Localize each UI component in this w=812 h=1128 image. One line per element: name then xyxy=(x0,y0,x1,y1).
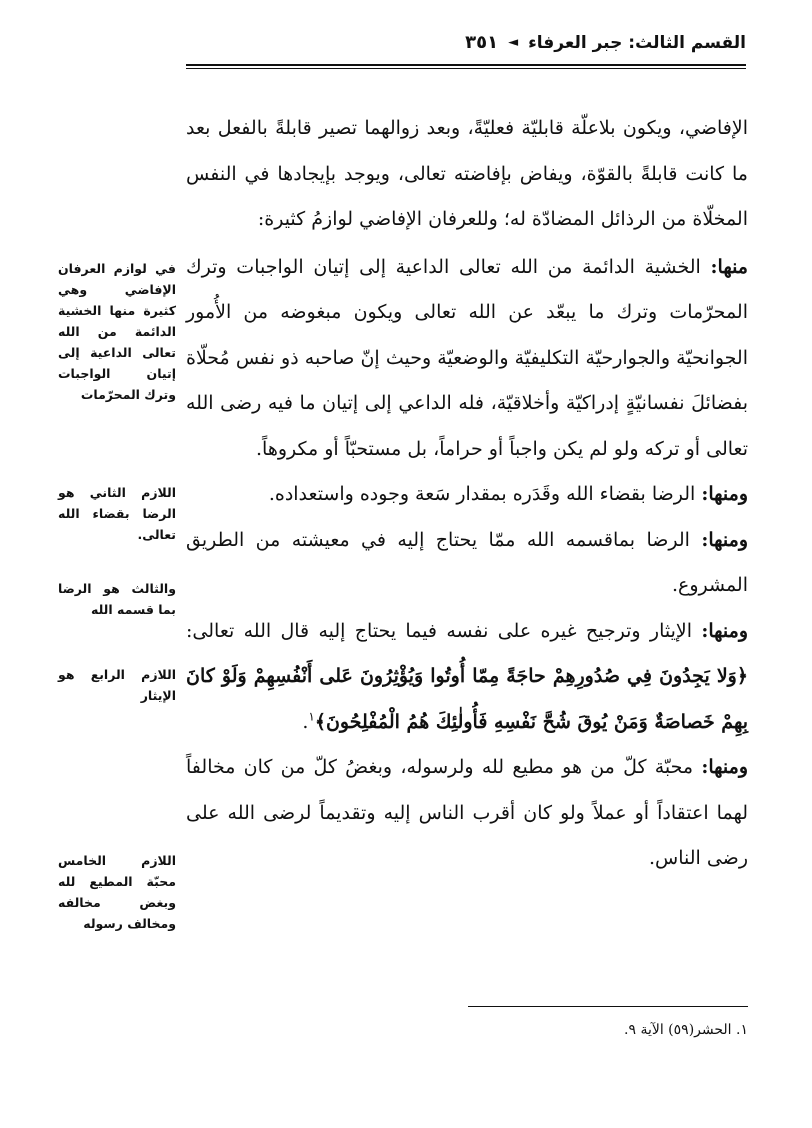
header-rule xyxy=(186,64,746,66)
margin-note-rida: اللازم الثاني هو الرضا بقضاء الله تعالى. xyxy=(58,485,176,542)
item-text: الخشية الدائمة من الله تعالى الداعية إلى إتيان الواجبات وترك المحرّمات وترك ما يبعّد عن الله تعالى ويكون مبغوضه من الأُمور الجوانحيّة والجوارحيّة التكليفيّة والوضعيّة وحيث إنّ صاحبه ذو نفس مُحلّاة بفضائلَ نفسانيّةٍ إدراكيّة وأخلاقيّة، فله الداعي إلى إتيان ما فيه رضى الله تعالى أو تركه ولو لم يكن واجباً أو حراماً، بل مستحبّاً أو مكروهاً. xyxy=(186,255,748,460)
item-lead: ومنها: xyxy=(701,483,748,505)
header-rule-thin xyxy=(186,68,746,69)
footnote-ref[interactable]: ١ xyxy=(308,709,315,724)
quran-verse: ﴿وَلا يَجِدُونَ فِي صُدُورِهِمْ حاجَةً مِمّا أُوتُوا وَيُؤْثِرُونَ عَلى أَنْفُسِهِمْ وَلَوْ كانَ بِهِمْ خَصاصَةٌ وَمَنْ يُوقَ شُحَّ نَفْسِهِ فَأُولٰئِكَ هُمُ الْمُفْلِحُونَ﴾ xyxy=(186,665,748,733)
item-end: . xyxy=(302,710,309,733)
margin-note-rida-qisma: والثالث هو الرضا بما قسمه الله xyxy=(58,581,176,617)
item-mahabba xyxy=(186,745,748,882)
arrow-icon: ◄ xyxy=(508,35,519,50)
item-text: محبّة كلّ من هو مطيع لله ولرسوله، وبغضُ كلّ من كان مخالفاً لهما اعتقاداً أو عملاً ولو كان أقرب الناس إليه وتقديماً لرضى الله على رضى الناس. xyxy=(186,756,748,869)
margin-note-mahabba: اللازم الخامس محبّة المطيع لله وبغض مخالفه ومخالف رسوله xyxy=(58,853,176,931)
paragraph: الإفاضي، ويكون بلاعلّة قابليّة فعليّةً، وبعد زوالهما تصير قابلةً بالفعل بعد ما كانت قابلةً بالقوّة، ويفاض بإفاضته تعالى، ويوجد بإيجادها في النفس المخلّاة من الرذائل المضادّة له؛ وللعرفان الإفاضي لوازمُ كثيرة: xyxy=(186,117,748,230)
item-lead: ومنها: xyxy=(701,756,748,778)
running-header xyxy=(186,24,746,64)
footnote-rule xyxy=(468,1006,748,1007)
item-lead: ومنها: xyxy=(701,528,748,551)
item-text: الرضا بقضاء الله وقَدَره بمقدار سَعة وجوده واستعداده. xyxy=(268,483,702,505)
page-number: ٣٥١ xyxy=(465,32,499,53)
item-lead: منها: xyxy=(710,255,748,278)
main-text xyxy=(186,106,748,882)
item-text: الرضا بماقسمه الله ممّا يحتاج إليه في معيشته من الطريق المشروع. xyxy=(186,528,748,596)
margin-note-khashya: في لوازم العرفان الإفاضي وهي كثيرة منها الخشية الدائمة من الله تعالى الداعية إلى إتيان الواجبات وترك المحرّمات xyxy=(58,261,176,402)
item-ithar xyxy=(186,609,748,746)
item-rida-qisma xyxy=(186,518,748,609)
footnote: ١. الحشر(٥٩) الآية ٩. xyxy=(624,1022,748,1038)
margin-note-ithar: اللازم الرابع هو الإيثار xyxy=(58,667,176,703)
item-rida xyxy=(186,472,748,518)
item-khashya xyxy=(186,245,748,473)
item-text: الإيثار وترجيح غيره على نفسه فيما يحتاج إليه قال الله تعالى: xyxy=(186,619,702,642)
header-line xyxy=(465,32,746,53)
section-title: القسم الثالث: جبر العرفاء xyxy=(528,32,746,53)
item-lead: ومنها: xyxy=(701,619,748,642)
